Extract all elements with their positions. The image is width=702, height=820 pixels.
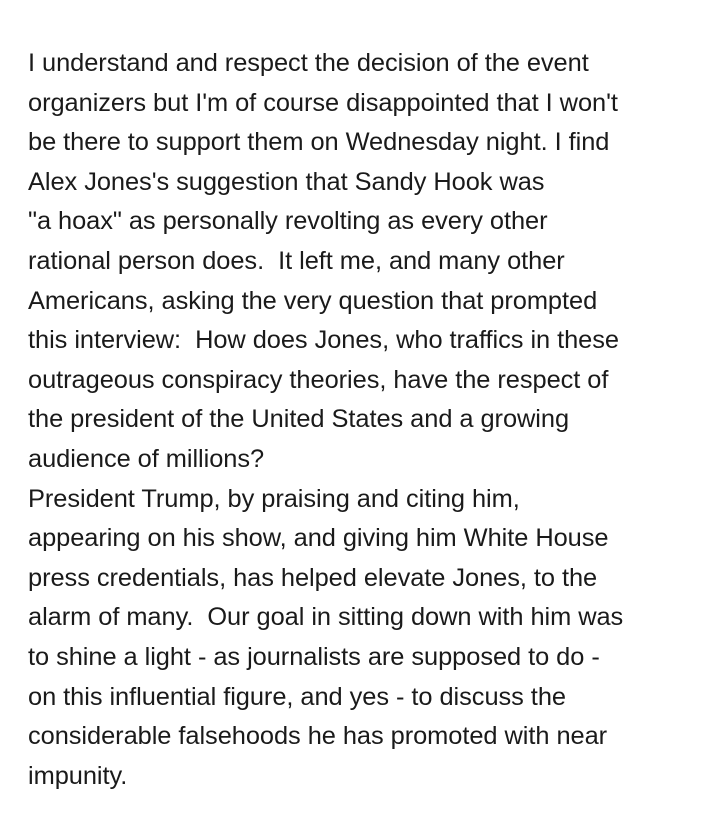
statement-line: appearing on his show, and giving him White House (28, 524, 609, 553)
statement-line: alarm of many. Our goal in sitting down with him was (28, 603, 624, 632)
statement-line: this interview: How does Jones, who traffics in these (28, 326, 619, 355)
statement-line: press credentials, has helped elevate Jones, to the (28, 563, 598, 592)
statement-line: "a hoax" as personally revolting as every other (28, 207, 548, 236)
statement-line: audience of millions? (28, 444, 265, 473)
statement-line: organizers but I'm of course disappointed that I won't (28, 88, 618, 117)
statement-line: rational person does. It left me, and many other (28, 246, 565, 275)
statement-line: on this influential figure, and yes - to discuss the (28, 682, 566, 711)
statement-line: President Trump, by praising and citing him, (28, 484, 520, 513)
statement-line: to shine a light - as journalists are supposed to do - (28, 642, 600, 671)
statement-line: considerable falsehoods he has promoted with near (28, 722, 608, 751)
statement-line: be there to support them on Wednesday night. I find (28, 128, 610, 157)
statement-line: outrageous conspiracy theories, have the respect of (28, 365, 609, 394)
statement-line: Alex Jones's suggestion that Sandy Hook was (28, 167, 545, 196)
statement-text (28, 44, 698, 796)
statement-line: the president of the United States and a growing (28, 405, 570, 434)
statement-line: impunity. (28, 761, 128, 790)
statement-line: I understand and respect the decision of the event (28, 49, 589, 77)
statement-line: Americans, asking the very question that prompted (28, 286, 598, 315)
